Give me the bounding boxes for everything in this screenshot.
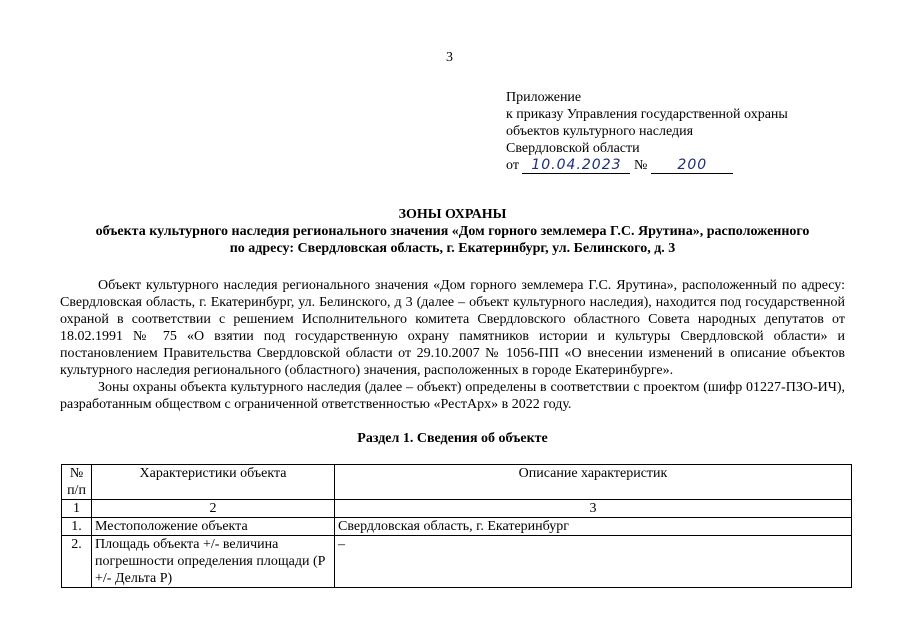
paragraph-1: Объект культурного наследия регионального значения «Дом горного землемера Г.С. Ярутина», расположенный по адресу: Свердловская область, г. Екатеринбург, ул. Белинского, д 3 (далее – объект культурного наследия), находится под государственной охраной в соответствии с решением Исполнительного комитета Свердловского областного Совета народных депутатов от 18.02.1991 № 75 «О взятии под государственную охрану памятников истории и культуры Свердловской области» и постановлением Правительства Свердловской области от 29.10.2007 № 1056-ПП «О внесении изменений в описание объектов культурного наследия регионального (областного) значения, расположенных в городе Екатеринбурге». [60,278,845,378]
column-number-row [62,500,852,518]
row-description: Свердловская область, г. Екатеринбург [335,518,852,536]
table-row [62,518,852,536]
appendix-block [506,89,788,174]
object-characteristics-table [61,464,852,588]
column-number-3: 3 [335,500,852,518]
appendix-line-1: Приложение [506,90,582,105]
page-number: 3 [446,50,453,65]
header-characteristic: Характеристики объекта [92,465,335,500]
row-characteristic: Площадь объекта +/- величина погрешности определения площади (Р +/- Дельта Р) [92,536,335,588]
appendix-line-4: Свердловской области [506,141,640,156]
row-characteristic: Местоположение объекта [92,518,335,536]
appendix-line-2: к приказу Управления государственной охраны [506,107,788,122]
row-number: 1. [62,518,92,536]
table-header-row [62,465,852,500]
title-line-3: по адресу: Свердловская область, г. Екатеринбург, ул. Белинского, д. 3 [229,241,676,256]
order-date-field [522,158,630,174]
title-line-2: объекта культурного наследия регионального значения «Дом горного землемера Г.С. Ярутина», расположенного [95,224,810,239]
column-number-1: 1 [62,500,92,518]
order-date-handwritten: 10.04.2023 [531,157,622,173]
row-description: – [335,536,852,588]
column-number-2: 2 [92,500,335,518]
title-line-1: ЗОНЫ ОХРАНЫ [398,207,507,222]
date-prefix: от [506,158,519,173]
order-number-field [651,158,733,174]
table-row [62,536,852,588]
number-prefix: № [633,158,648,173]
row-number: 2. [62,536,92,588]
document-title [60,206,845,257]
body-text [60,277,845,413]
order-date-number-line [506,157,788,174]
order-number-handwritten: 200 [677,157,708,173]
appendix-line-3: объектов культурного наследия [506,124,694,139]
section-title: Раздел 1. Сведения об объекте [357,431,548,446]
header-description: Описание характеристик [335,465,852,500]
paragraph-2: Зоны охраны объекта культурного наследия (далее – объект) определены в соответствии с проектом (шифр 01227-ПЗО-ИЧ), разработанным обществом с ограниченной ответственностью «РестАрх» в 2022 году. [60,380,845,412]
header-number: № п/п [62,465,92,500]
